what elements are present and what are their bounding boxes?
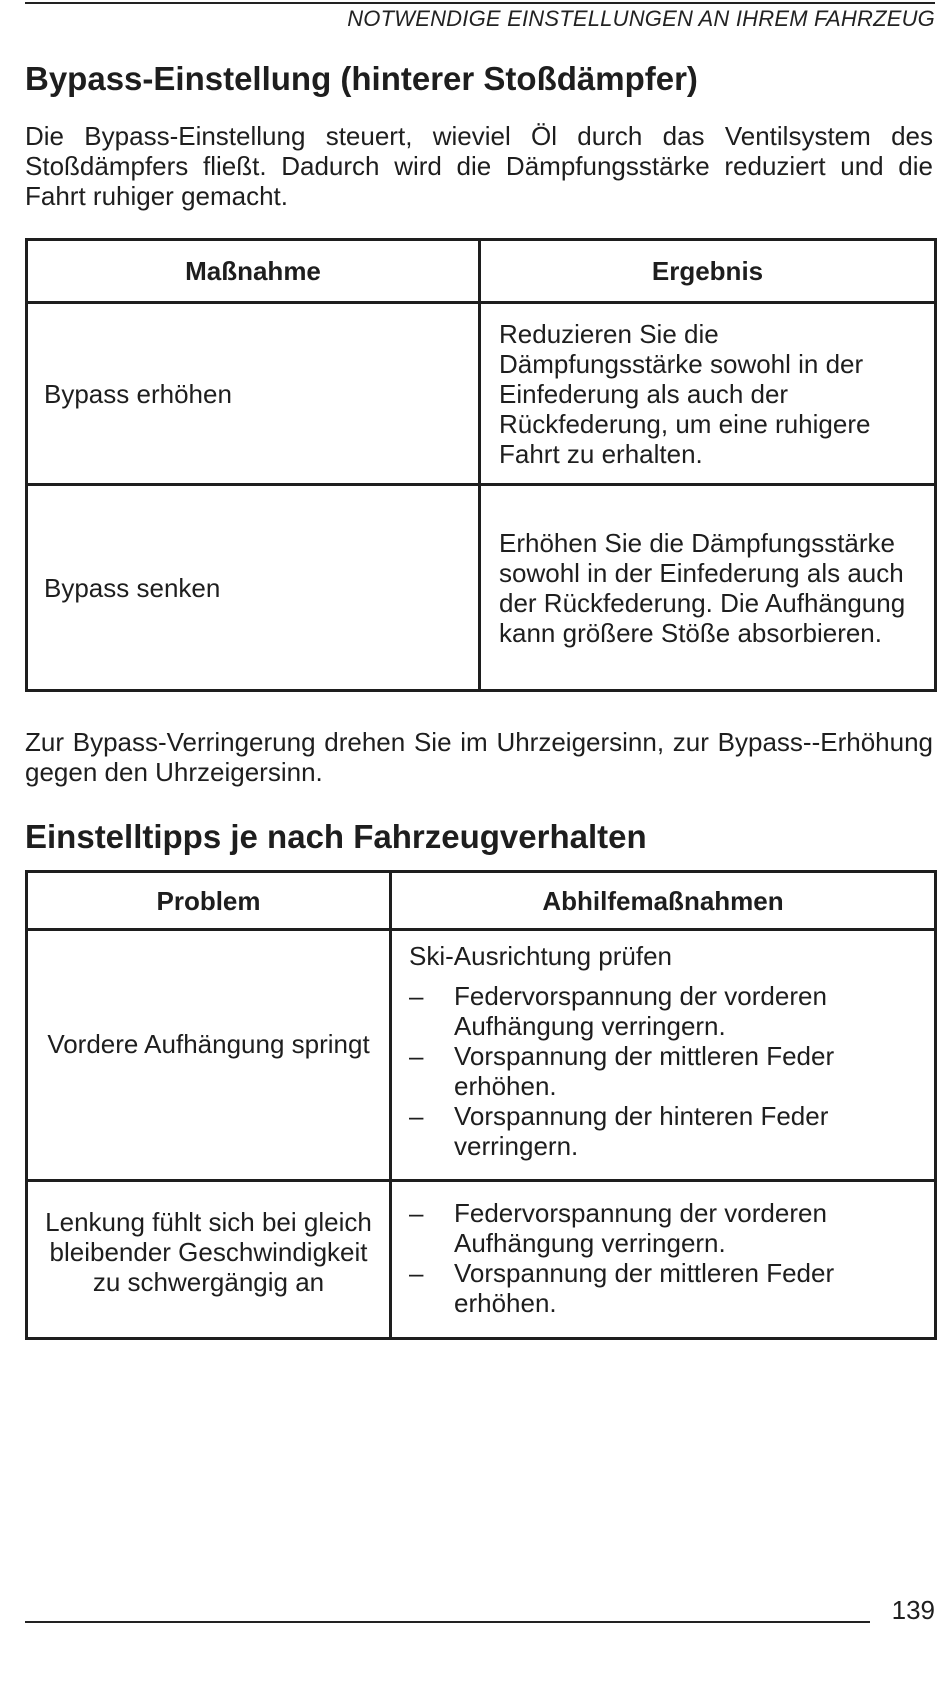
tips-table-header-problem: Problem [27,872,391,930]
remedy-text: Vorspannung der hinteren Feder verringern. [454,1101,829,1161]
problem-cell: Vordere Aufhängung springt [27,930,391,1181]
section-title-tips: Einstelltipps je nach Fahrzeugverhalten [25,818,647,855]
bypass-table [25,238,937,692]
tips-table [25,870,937,1340]
remedy-text: Federvorspannung der vorderen Aufhängung verringern. [454,981,827,1041]
bypass-table-header-row [27,240,936,303]
remedy-text: Vorspannung der mittleren Feder erhöhen. [454,1041,835,1101]
list-item [409,981,922,1041]
running-header: NOTWENDIGE EINSTELLUNGEN AN IHREM FAHRZEUG [347,6,935,31]
section-title-bypass: Bypass-Einstellung (hinterer Stoßdämpfer) [25,60,698,97]
dash-bullet: – [409,981,424,1011]
remedy-lead-text: Ski-Ausrichtung prüfen [409,941,673,971]
bypass-action-cell: Bypass erhöhen [27,303,480,485]
problem-cell: Lenkung fühlt sich bei gleich bleibender Geschwindigkeit zu schwergängig an [27,1181,391,1339]
header-rule [25,2,935,4]
table-row [27,1181,936,1339]
remedy-cell [391,930,936,1181]
list-item [409,1258,922,1318]
table-row [27,485,936,691]
remedy-list [409,1198,922,1318]
dash-bullet: – [409,1041,424,1071]
list-item [409,1041,922,1101]
dash-bullet: – [409,1258,424,1288]
bypass-result-cell: Reduzieren Sie die Dämpfungsstärke sowohl in der Einfederung als auch der Rückfederung, um eine ruhigere Fahrt zu erhalten. [480,303,936,485]
remedy-text: Vorspannung der mittleren Feder erhöhen. [454,1258,835,1318]
table-row [27,303,936,485]
remedy-cell [391,1181,936,1339]
table-row [27,930,936,1181]
footer-rule [25,1621,870,1623]
bypass-action-cell: Bypass senken [27,485,480,691]
page-number: 139 [891,1595,935,1625]
bypass-direction-note: Zur Bypass-Verringerung drehen Sie im Uhrzeigersinn, zur Bypass--Erhöhung gegen den Uhrzeigersinn. [25,727,933,787]
dash-bullet: – [409,1101,424,1131]
remedy-list [409,981,922,1161]
remedy-text: Federvorspannung der vorderen Aufhängung verringern. [454,1198,827,1258]
list-item [409,1101,922,1161]
bypass-result-cell: Erhöhen Sie die Dämpfungsstärke sowohl in der Einfederung als auch der Rückfederung. Die Aufhängung kann größere Stöße absorbieren. [480,485,936,691]
dash-bullet: – [409,1198,424,1228]
bypass-table-header-result: Ergebnis [480,240,936,303]
tips-table-header-row [27,872,936,930]
tips-table-header-remedy: Abhilfemaßnahmen [391,872,936,930]
bypass-intro-paragraph: Die Bypass-Einstellung steuert, wieviel Öl durch das Ventilsystem des Stoßdämpfers fließt. Dadurch wird die Dämpfungsstärke reduziert und die Fahrt ruhiger gemacht. [25,121,933,211]
list-item [409,1198,922,1258]
bypass-table-header-action: Maßnahme [27,240,480,303]
